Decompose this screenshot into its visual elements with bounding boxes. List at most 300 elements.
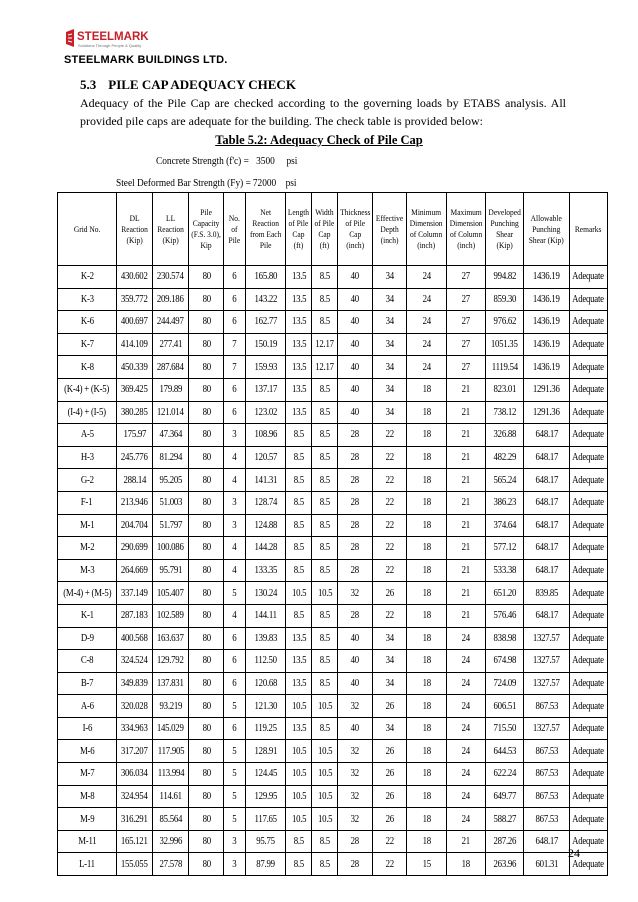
table-cell [224,650,246,673]
table-cell [407,401,446,424]
table-cell-value: 22 [385,565,394,577]
table-cell [446,378,485,401]
table-cell [286,424,312,447]
table-cell [116,266,152,289]
table-cell-value: 22 [385,542,394,554]
table-cell-value: 32 [351,587,360,599]
table-cell-value: 162.77 [254,316,278,328]
table-cell [189,740,224,763]
table-cell-value: 121.014 [157,406,185,418]
table-cell [569,288,607,311]
table-cell-value: 823.01 [493,384,516,396]
table-cell-value: 18 [422,587,431,599]
table-cell [338,559,373,582]
table-cell [524,514,569,537]
table-cell [153,356,189,379]
table-cell [373,740,407,763]
table-row [58,514,608,537]
table-cell-value: 4 [232,474,237,486]
table-cell-value: 85.564 [159,813,182,825]
table-cell [338,311,373,334]
table-cell-value: 144.28 [254,542,278,554]
table-cell [58,582,117,605]
table-cell-value: 80 [202,406,211,418]
table-cell [524,740,569,763]
table-cell [338,537,373,560]
table-cell-value: 8.5 [319,429,330,441]
table-cell [407,333,446,356]
table-cell-value: 565.24 [493,474,516,486]
table-row [58,356,608,379]
table-cell [246,672,286,695]
table-cell-value: 651.20 [493,587,516,599]
table-cell-value: 143.22 [254,293,278,305]
table-cell [116,537,152,560]
table-cell-value: 5 [232,745,237,757]
table-cell [485,491,523,514]
table-cell [373,808,407,831]
table-cell-value: 40 [351,384,360,396]
table-cell-value: 28 [351,610,360,622]
table-cell-value: 648.17 [535,474,558,486]
table-cell [524,378,569,401]
table-cell-value: 21 [461,384,470,396]
table-cell [485,537,523,560]
table-cell-value: 51.797 [159,519,182,531]
param-unit: psi [285,177,297,189]
table-cell-value: 867.53 [535,813,558,825]
table-cell-value: 10.5 [291,790,307,802]
table-cell [312,695,338,718]
table-cell-value: 80 [202,497,211,509]
table-cell-value: 324.524 [121,655,148,667]
table-cell [153,785,189,808]
table-cell-value: 34 [385,316,394,328]
table-cell [286,740,312,763]
table-cell-value: 28 [351,858,360,870]
table-cell [189,627,224,650]
table-cell-value: 18 [422,542,431,554]
table-cell [116,672,152,695]
table-cell [373,830,407,853]
table-cell-value: 34 [385,271,394,283]
table-cell-value: 155.055 [121,858,148,870]
table-cell [569,763,607,786]
table-cell-value: 18 [422,768,431,780]
table-cell-value: D-9 [80,632,94,644]
table-cell-value: 10.5 [317,587,332,599]
table-cell [58,650,117,673]
table-cell [224,537,246,560]
table-cell-value: 649.77 [493,790,516,802]
table-cell-value: 8.5 [293,610,304,622]
table-cell-value: Adequate [572,790,605,802]
table-cell-value: 32 [351,790,360,802]
table-cell [246,559,286,582]
table-cell-value: (I-4) + (I-5) [67,406,107,418]
table-cell [286,830,312,853]
table-cell-value: 80 [202,519,211,531]
table-cell-value: 8.5 [319,655,330,667]
table-cell-value: 24 [422,271,431,283]
table-cell-value: 95.791 [159,565,182,577]
table-cell [116,514,152,537]
table-cell [286,537,312,560]
table-cell-value: 21 [461,565,470,577]
table-cell-value: 32 [351,745,360,757]
table-cell [485,604,523,627]
table-cell [286,311,312,334]
table-cell-value: 26 [385,700,394,712]
table-row [58,288,608,311]
table-cell [189,808,224,831]
logo-text: STEELMARK [77,31,149,43]
table-cell-value: 34 [385,384,394,396]
table-cell-value: 838.98 [493,632,516,644]
table-cell [58,446,117,469]
table-cell-value: 7 [232,339,237,351]
table-cell [569,650,607,673]
table-cell-value: 34 [385,677,394,689]
table-cell [116,627,152,650]
table-cell [189,717,224,740]
table-row [58,650,608,673]
table-cell-value: 10.5 [291,813,307,825]
table-cell [524,288,569,311]
table-cell [58,333,117,356]
table-cell-value: 10.5 [291,745,307,757]
table-cell [373,650,407,673]
param-value: 3500 [256,155,275,167]
table-cell-value: 10.5 [317,768,332,780]
table-cell-value: 80 [202,542,211,554]
table-cell-value: 40 [351,339,360,351]
table-cell-value: 450.339 [121,361,148,373]
table-cell [286,763,312,786]
table-cell [312,311,338,334]
table-cell [58,559,117,582]
table-cell-value: 21 [461,406,470,418]
table-cell [407,424,446,447]
table-cell-value: 28 [351,474,360,486]
table-cell-value: M-2 [79,542,95,554]
table-cell [407,604,446,627]
column-header-label: Effective Depth (inch) [376,212,404,245]
param-label: Concrete Strength (f'c) = [156,155,249,167]
table-cell-value: 24 [422,316,431,328]
table-cell [569,311,607,334]
table-cell [224,266,246,289]
table-cell-value: 1327.57 [533,632,560,644]
table-row [58,785,608,808]
table-cell [338,763,373,786]
table-cell [224,763,246,786]
column-header-label: Minimum Dimension of Column (inch) [410,207,443,250]
table-cell [373,266,407,289]
table-cell-value: 165.80 [254,271,278,283]
table-cell [569,401,607,424]
table-cell [373,446,407,469]
table-cell-value: 108.96 [254,429,278,441]
table-cell-value: 80 [202,384,211,396]
table-cell [524,582,569,605]
table-cell [485,763,523,786]
table-cell [312,785,338,808]
table-cell-value: 80 [202,587,211,599]
table-cell [446,763,485,786]
table-cell-value: 359.772 [121,293,148,305]
table-cell [153,695,189,718]
table-cell [153,763,189,786]
table-cell [224,491,246,514]
table-cell-value: 28 [351,542,360,554]
table-cell-value: 644.53 [493,745,516,757]
table-cell [246,717,286,740]
table-cell-value: 648.17 [535,610,558,622]
table-cell [224,627,246,650]
table-cell [338,288,373,311]
table-cell [224,424,246,447]
table-cell [153,446,189,469]
table-cell-value: 93.219 [159,700,182,712]
table-cell-value: 28 [351,497,360,509]
section-title: PILE CAP ADEQUACY CHECK [108,77,296,92]
table-cell-value: 648.17 [535,452,558,464]
table-cell-value: 4 [232,610,237,622]
table-cell-value: 80 [202,790,211,802]
table-cell [338,378,373,401]
table-cell-value: F-1 [81,497,93,509]
table-cell [373,491,407,514]
table-cell-value: M-11 [77,836,97,848]
table-cell-value: 40 [351,316,360,328]
table-cell-value: 28 [351,836,360,848]
table-cell-value: 287.183 [121,610,148,622]
table-cell-value: 6 [232,406,237,418]
table-cell [312,491,338,514]
table-cell [446,785,485,808]
table-cell [246,740,286,763]
table-cell [569,717,607,740]
table-cell [524,808,569,831]
table-cell [246,333,286,356]
table-cell [246,808,286,831]
table-cell [446,266,485,289]
table-cell-value: 8.5 [319,610,330,622]
table-cell [569,582,607,605]
table-cell-value: 976.62 [493,316,516,328]
table-cell-value: 648.17 [535,519,558,531]
table-cell-value: 3 [232,836,237,848]
table-row [58,446,608,469]
table-cell [116,311,152,334]
table-cell-value: Adequate [572,813,605,825]
table-cell [446,695,485,718]
table-cell [407,311,446,334]
table-cell [569,266,607,289]
table-cell [116,604,152,627]
table-cell [58,740,117,763]
table-cell [485,785,523,808]
table-cell [373,288,407,311]
table-cell [246,604,286,627]
table-cell-value: 34 [385,632,394,644]
table-cell [485,559,523,582]
table-cell [407,853,446,876]
table-cell-value: 8.5 [319,271,330,283]
table-cell [58,785,117,808]
table-cell-value: 5 [232,700,237,712]
table-cell [485,717,523,740]
table-cell [446,740,485,763]
table-cell-value: 51.003 [159,497,182,509]
table-cell-value: 349.839 [121,677,148,689]
table-cell-value: Adequate [572,429,605,441]
table-cell [407,514,446,537]
table-cell-value: 120.68 [254,677,278,689]
table-cell-value: 34 [385,361,394,373]
table-cell [153,401,189,424]
table-cell [407,559,446,582]
table-cell [485,830,523,853]
table-cell-value: 287.684 [157,361,185,373]
table-cell-value: 326.88 [493,429,516,441]
table-cell [153,582,189,605]
table-cell-value: 24 [461,790,470,802]
table-cell [446,288,485,311]
table-cell-value: 87.99 [256,858,276,870]
table-cell-value: 5 [232,587,237,599]
table-cell [485,650,523,673]
column-header-label: LL Reaction (Kip) [157,212,184,245]
table-cell [407,378,446,401]
table-cell [338,627,373,650]
table-cell-value: Adequate [572,316,605,328]
table-cell-value: 10.5 [291,587,307,599]
table-cell [312,717,338,740]
table-caption [0,133,638,148]
table-cell [189,830,224,853]
table-cell [116,424,152,447]
table-cell-value: 32.996 [159,836,182,848]
table-cell-value: 80 [202,452,211,464]
table-cell [569,627,607,650]
param-unit: psi [286,155,298,167]
table-cell-value: 137.831 [157,677,185,689]
table-cell-value: 128.74 [254,497,278,509]
table-cell-value: M-6 [79,745,95,757]
table-cell [246,650,286,673]
table-cell [524,559,569,582]
table-cell-value: Adequate [572,542,605,554]
table-cell [338,333,373,356]
table-cell [338,695,373,718]
table-cell [373,717,407,740]
table-cell [446,446,485,469]
table-cell [58,808,117,831]
table-cell-value: 26 [385,768,394,780]
table-cell-value: 80 [202,677,211,689]
table-cell [338,582,373,605]
table-cell-value: 114.61 [159,790,182,802]
table-cell [485,356,523,379]
table-cell [153,650,189,673]
table-cell [485,266,523,289]
table-cell-value: Adequate [572,587,605,599]
table-cell-value: Adequate [572,519,605,531]
table-cell-value: 100.086 [157,542,185,554]
table-cell [224,333,246,356]
table-cell [246,469,286,492]
table-cell-value: 6 [232,632,237,644]
table-cell [407,582,446,605]
table-cell [224,830,246,853]
table-cell [338,853,373,876]
table-cell-value: 5 [232,790,237,802]
table-cell [446,356,485,379]
column-header [286,193,312,266]
table-cell-value: M-1 [79,519,95,531]
table-cell-value: 24 [461,723,470,735]
table-cell-value: 8.5 [319,316,330,328]
table-cell-value: 32 [351,768,360,780]
table-cell-value: 18 [422,836,431,848]
table-cell [446,401,485,424]
table-cell-value: 95.205 [159,474,182,486]
table-cell [485,740,523,763]
table-cell-value: 715.50 [493,723,516,735]
table-cell-value: 21 [461,587,470,599]
table-cell [338,469,373,492]
table-cell-value: 112.50 [254,655,277,667]
table-cell [338,401,373,424]
table-cell [286,853,312,876]
table-cell [189,559,224,582]
table-cell-value: 288.14 [123,474,146,486]
table-cell [189,378,224,401]
table-cell [246,695,286,718]
table-cell [189,650,224,673]
table-cell [189,514,224,537]
column-header [116,193,152,266]
table-row [58,582,608,605]
table-cell [312,740,338,763]
table-cell-value: 21 [461,497,470,509]
table-cell-value: 13.5 [291,406,307,418]
table-row [58,853,608,876]
column-header-label: Allowable Punching Shear (Kip) [528,212,564,245]
table-cell-value: Adequate [572,339,605,351]
table-cell-value: 24 [461,745,470,757]
table-cell-value: K-6 [80,316,94,328]
table-cell [524,446,569,469]
column-header-label: Grid No. [73,223,101,234]
table-cell [224,559,246,582]
table-cell-value: 175.97 [123,429,146,441]
table-cell-value: M-7 [79,768,95,780]
table-cell-value: 374.64 [493,519,516,531]
table-cell-value: 15 [422,858,431,870]
table-cell [58,424,117,447]
table-cell-value: 13.5 [291,361,307,373]
table-cell [189,582,224,605]
table-cell-value: 6 [232,723,237,735]
table-cell-value: 867.53 [535,768,558,780]
table-cell [446,808,485,831]
table-cell [524,333,569,356]
table-cell-value: 245.776 [121,452,148,464]
table-cell-value: M-9 [79,813,95,825]
